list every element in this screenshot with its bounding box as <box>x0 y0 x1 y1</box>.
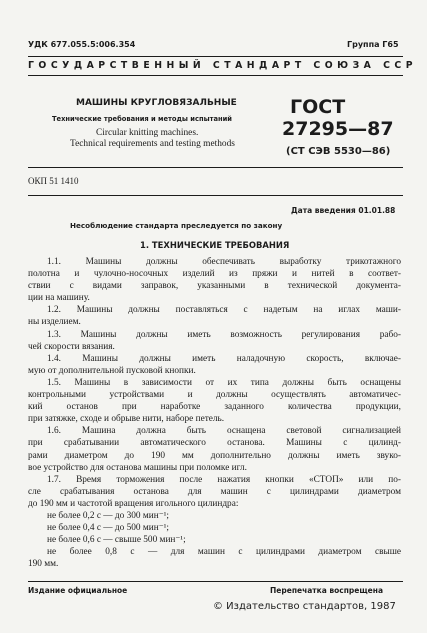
body-line: ствии с видами заправок, указанными в технической документа- <box>28 281 401 292</box>
title-english-line-2: Technical requirements and testing methods <box>70 139 235 149</box>
udk-code: УДК 677.055.5:006.354 <box>28 40 136 49</box>
body-line: 1.1. Машины должны обеспечивать выработку трикотажного <box>47 257 401 267</box>
body-line: не более 0,6 с — свыше 500 мин⁻¹; <box>47 535 186 546</box>
body-line: при срабатывании автоматического останова. Машины с цилинд- <box>28 438 401 449</box>
legal-notice: Несоблюдение стандарта преследуется по закону <box>70 221 283 230</box>
body-line: вое устройство для останова машины при поломке игл. <box>28 462 247 473</box>
body-line: 1.3. Машины должны иметь возможность регулирования рабо- <box>47 329 401 340</box>
body-line: сле срабатывания останова для машин с цилиндрами диаметром <box>28 486 401 497</box>
body-line: ции на машину. <box>28 293 90 304</box>
body-line: до 190 мм и частотой вращения игольного цилиндра: <box>28 498 239 509</box>
body-line: 1.7. Время торможения после нажатия кнопки «СТОП» или по- <box>47 474 401 485</box>
body-line: не более 0,8 с — для машин с цилиндрами диаметром свыше <box>47 547 401 558</box>
body-line: ны изделием. <box>28 317 81 328</box>
st-sev-reference: (СТ СЭВ 5530—86) <box>286 146 391 157</box>
top-rule <box>28 56 403 57</box>
gost-number: 27295—87 <box>282 118 394 140</box>
copyright-line: © Издательство стандартов, 1987 <box>213 601 396 612</box>
body-line: чей скорости вязания. <box>28 341 115 352</box>
body-line: 1.5. Машины в зависимости от их типа должны быть оснащены <box>47 377 401 388</box>
body-line: контрольными устройствами и должны осуществлять автоматичес- <box>28 390 401 401</box>
title-block-rule <box>28 167 403 168</box>
standard-title: МАШИНЫ КРУГЛОВЯЗАЛЬНЫЕ <box>76 98 237 108</box>
okp-rule <box>28 195 403 196</box>
body-line: 1.4. Машины должны иметь наладочную скорость, включае- <box>47 353 401 364</box>
body-line: не более 0,2 с — до 300 мин⁻¹; <box>47 510 169 521</box>
group-code: Группа Г65 <box>347 40 399 49</box>
official-edition-label: Издание официальное <box>28 586 128 595</box>
okp-code: ОКП 51 1410 <box>28 176 79 186</box>
standard-subtitle: Технические требования и методы испытаний <box>52 115 232 123</box>
section-body <box>28 256 401 570</box>
body-line: кий останов при наработке заданного количества продукции, <box>28 402 401 413</box>
standard-banner: ГОСУДАРСТВЕННЫЙ СТАНДАРТ СОЮЗА ССР <box>28 60 418 71</box>
section-heading: 1. ТЕХНИЧЕСКИЕ ТРЕБОВАНИЯ <box>140 240 290 250</box>
body-line: полотна и чулочно-носочных изделий из пряжи и нитей в соответ- <box>28 269 401 280</box>
gost-label: ГОСТ <box>290 96 346 118</box>
effective-date: Дата введения 01.01.88 <box>291 206 396 215</box>
footer-rule <box>28 581 403 582</box>
body-line: 1.6. Машина должна быть оснащена световой сигнализацией <box>47 426 401 437</box>
body-line: мую от дополнительной пусковой кнопки. <box>28 365 196 376</box>
banner-rule <box>28 75 403 76</box>
title-english-line-1: Circular knitting machines. <box>96 128 199 138</box>
body-line: 1.2. Машины должны поставляться с надетым на иглах маши- <box>47 305 401 316</box>
body-line: 190 мм. <box>28 559 59 570</box>
body-line: рами диаметром до 190 мм дополнительно должны иметь звуко- <box>28 450 401 461</box>
body-line: не более 0,4 с — до 500 мин⁻¹; <box>47 523 169 534</box>
reprint-prohibited-label: Перепечатка воспрещена <box>270 586 384 595</box>
body-line: при затяжке, сходе и обрыве нити, наборе петель. <box>28 414 225 425</box>
